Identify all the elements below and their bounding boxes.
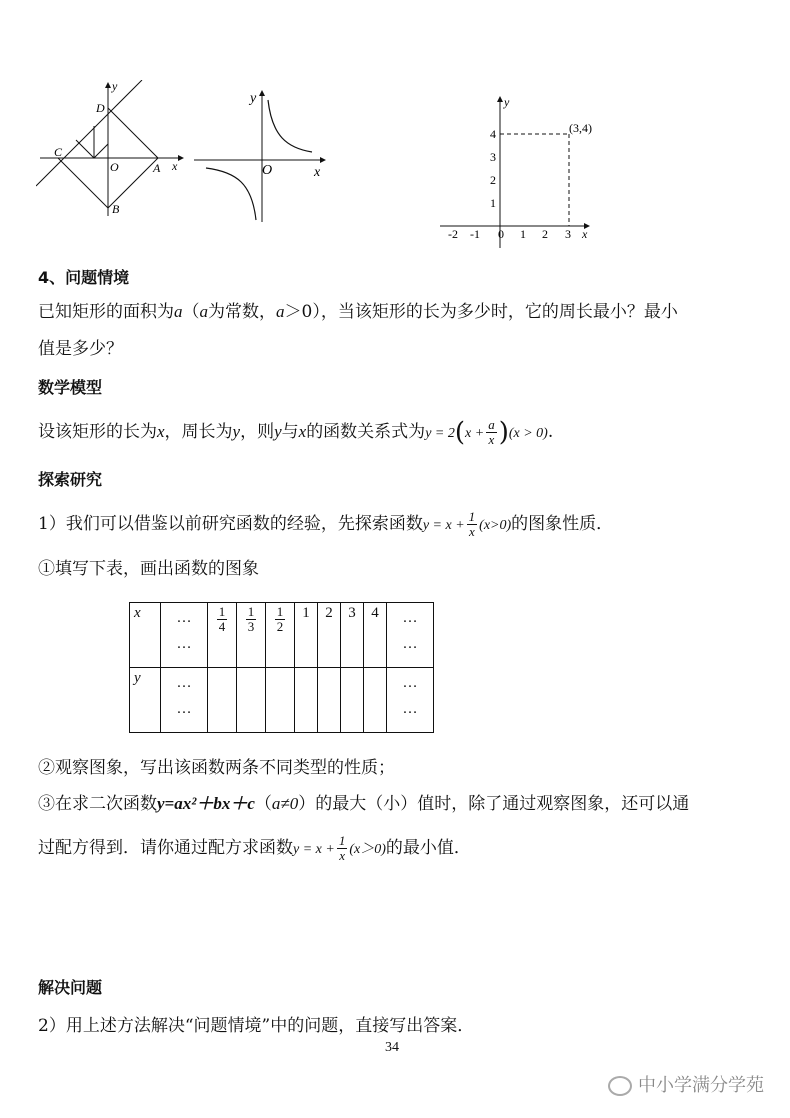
section-heading-model: 数学模型: [38, 378, 103, 397]
wechat-icon: [608, 1076, 632, 1096]
table-cell: x: [130, 603, 161, 668]
fig3-xtick: 3: [565, 227, 571, 241]
fig3-axis-y: y: [504, 95, 510, 109]
table-cell: $\frac{1}{2}$: [266, 603, 295, 668]
problem-text-line1: 已知矩形的面积为a（a为常数，a＞0），当该矩形的长为多少时，它的周长最小？最小: [38, 302, 678, 322]
fig3-axis-x: x: [582, 227, 588, 241]
watermark: 中小学满分学苑: [608, 1071, 764, 1097]
table-cell: 2: [318, 603, 341, 668]
fig3-xtick: 1: [520, 227, 526, 241]
figure-square-axes: [36, 80, 186, 220]
section-heading-problem: 4、问题情境: [38, 268, 130, 287]
fig3-ytick: 4: [490, 127, 496, 141]
q1-fraction: $\frac{1}{x}$: [468, 509, 476, 539]
table-cell: … …: [387, 668, 434, 733]
explore-step2: ②观察图象，写出该函数两条不同类型的性质；: [38, 758, 395, 778]
table-row-x: [130, 603, 434, 668]
table-cell: 4: [364, 603, 387, 668]
table-input-cell[interactable]: [341, 668, 364, 733]
fig2-label-y: y: [250, 91, 257, 106]
explore-step3-line1: ③在求二次函数y=ax²＋bx＋c（a≠0）的最大（小）值时，除了通过观察图象，还可以通: [38, 794, 690, 814]
table-cell: … …: [161, 603, 208, 668]
fig3-xtick: -1: [470, 227, 480, 241]
fig3-ytick: 3: [490, 150, 496, 164]
value-table: [129, 602, 434, 733]
table-input-cell[interactable]: [295, 668, 318, 733]
fig3-ytick: 1: [490, 196, 496, 210]
fig1-label-A: A: [153, 161, 161, 175]
explore-step3-line2: 过配方得到．请你通过配方求函数y = x + $\frac{1}{x}$ (x＞0)的最小值．: [38, 833, 471, 863]
fig3-xtick: 0: [498, 227, 504, 241]
table-cell: … …: [161, 668, 208, 733]
table-input-cell[interactable]: [208, 668, 237, 733]
figure-hyperbola: [192, 86, 332, 226]
page-number: 34: [385, 1040, 399, 1055]
table-input-cell[interactable]: [364, 668, 387, 733]
table-input-cell[interactable]: [318, 668, 341, 733]
solve-q2: 2）用上述方法解决“问题情境”中的问题，直接写出答案．: [38, 1016, 475, 1036]
figure-point-grid: [436, 92, 606, 252]
fig2-label-x: x: [314, 165, 321, 180]
section-heading-explore: 探索研究: [38, 470, 103, 489]
table-cell: y: [130, 668, 161, 733]
fig2-label-O: O: [262, 163, 273, 178]
table-input-cell[interactable]: [237, 668, 266, 733]
table-row-y: [130, 668, 434, 733]
fig1-label-x: x: [172, 159, 178, 173]
fig1-label-B: B: [112, 202, 120, 216]
fig3-xtick: 2: [542, 227, 548, 241]
table-cell: … …: [387, 603, 434, 668]
step3-fraction: $\frac{1}{x}$: [338, 833, 346, 863]
fig1-label-C: C: [54, 145, 63, 159]
fig1-label-O: O: [110, 160, 119, 174]
problem-text-line2: 值是多少？: [38, 339, 123, 359]
fig1-label-y: y: [112, 80, 118, 93]
table-cell: 1: [295, 603, 318, 668]
table-cell: $\frac{1}{3}$: [237, 603, 266, 668]
fig3-xtick: -2: [448, 227, 458, 241]
table-cell: 3: [341, 603, 364, 668]
table-input-cell[interactable]: [266, 668, 295, 733]
explore-q1: 1）我们可以借鉴以前研究函数的经验，先探索函数y = x + $\frac{1}{x}$ (x>0)的图象性质．: [38, 509, 614, 539]
fig3-ytick: 2: [490, 173, 496, 187]
fig1-label-D: D: [96, 101, 105, 115]
section-heading-solve: 解决问题: [38, 978, 103, 997]
explore-step1: ①填写下表，画出函数的图象: [38, 559, 259, 579]
table-cell: $\frac{1}{4}$: [208, 603, 237, 668]
fig3-point-label: (3,4): [569, 121, 592, 135]
model-text: 设该矩形的长为x，周长为y，则y与x的函数关系式为y = 2(x + $\frac{a}{x}$ )(x > 0).: [38, 417, 554, 448]
model-fraction: $\frac{a}{x}$: [488, 417, 495, 447]
